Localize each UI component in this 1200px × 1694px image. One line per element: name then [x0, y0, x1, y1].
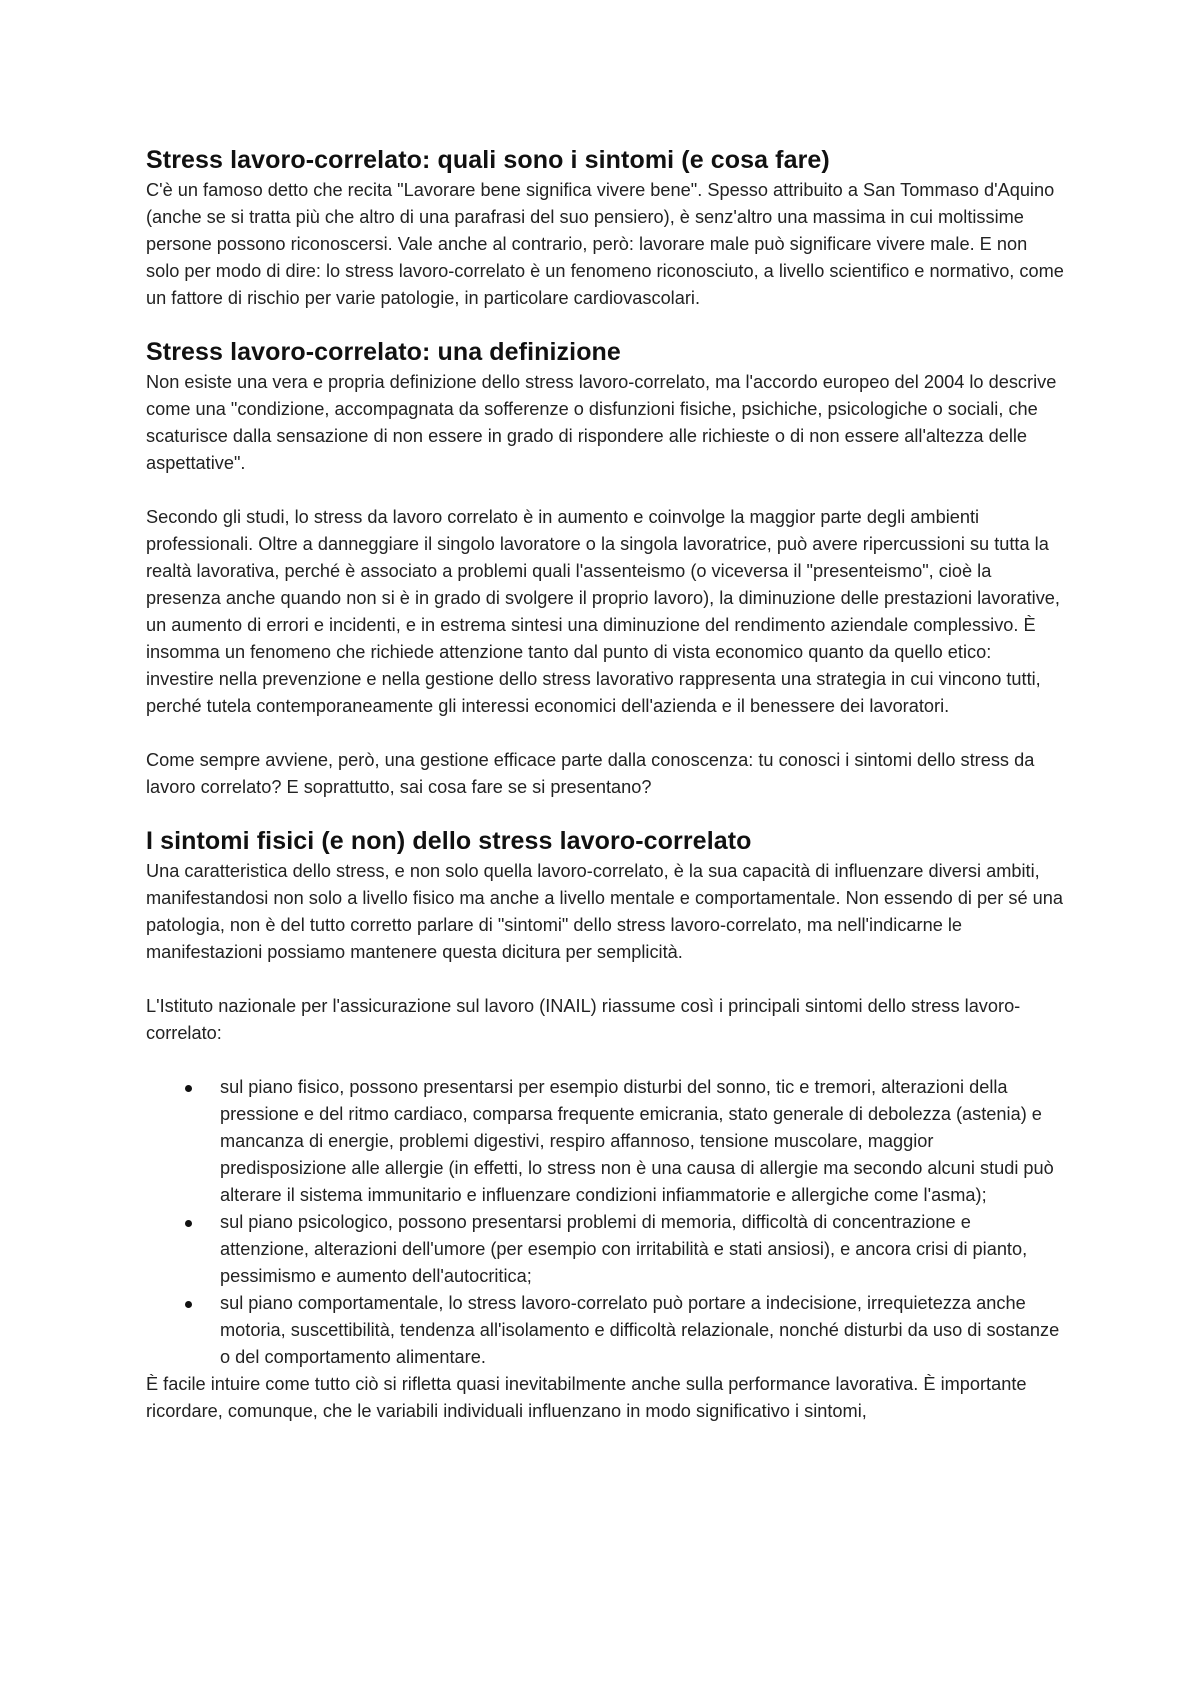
bullet-icon	[185, 1220, 192, 1227]
bullet-icon	[185, 1085, 192, 1092]
paragraph: L'Istituto nazionale per l'assicurazione sul lavoro (INAIL) riassume così i principali sintomi dello stress lavoro-correlato:	[146, 996, 1021, 1043]
list-item	[146, 1074, 1064, 1209]
paragraph: Non esiste una vera e propria definizione dello stress lavoro-correlato, ma l'accordo europeo del 2004 lo descrive come una "condizione, accompagnata da sofferenze o disfunzioni fisiche, psichiche, psicologiche o sociali, che scaturisce dalla sensazione di non essere in grado di rispondere alle richieste o di non essere all'altezza delle aspettative".	[146, 372, 1057, 473]
section-heading: I sintomi fisici (e non) dello stress lavoro-correlato	[146, 827, 752, 855]
symptom-list	[146, 1074, 1064, 1371]
list-item-text: sul piano comportamentale, lo stress lavoro-correlato può portare a indecisione, irrequietezza anche motoria, suscettibilità, tendenza all'isolamento e difficoltà relazionale, nonché disturbi da uso di sostanze o del comportamento alimentare.	[220, 1293, 1060, 1367]
paragraph: Secondo gli studi, lo stress da lavoro correlato è in aumento e coinvolge la maggior parte degli ambienti professionali. Oltre a danneggiare il singolo lavoratore o la singola lavoratrice, può avere ripercussioni su tutta la realtà lavorativa, perché è associato a problemi quali l'assenteismo (o viceversa il "presenteismo", cioè la presenza anche quando non si è in grado di svolgere il proprio lavoro), la diminuzione delle prestazioni lavorative, un aumento di errori e incidenti, e in estrema sintesi una diminuzione del rendimento aziendale complessivo. È insomma un fenomeno che richiede attenzione tanto dal punto di vista economico quanto da quello etico: investire nella prevenzione e nella gestione dello stress lavorativo rappresenta una strategia in cui vincono tutti, perché tutela contemporaneamente gli interessi economici dell'azienda e il benessere dei lavoratori.	[146, 507, 1060, 716]
bullet-icon	[185, 1301, 192, 1308]
list-item	[146, 1209, 1064, 1290]
list-item-text: sul piano psicologico, possono presentarsi problemi di memoria, difficoltà di concentrazione e attenzione, alterazioni dell'umore (per esempio con irritabilità e stati ansiosi), e ancora crisi di pianto, pessimismo e aumento dell'autocritica;	[220, 1212, 1028, 1286]
list-item-text: sul piano fisico, possono presentarsi per esempio disturbi del sonno, tic e tremori, alterazioni della pressione e del ritmo cardiaco, comparsa frequente emicrania, stato generale di debolezza (astenia) e mancanza di energie, problemi digestivi, respiro affannoso, tensione muscolare, maggior predisposizione alle allergie (in effetti, lo stress non è una causa di allergie ma secondo alcuni studi può alterare il sistema immunitario e influenzare condizioni infiammatorie e allergiche come l'asma);	[220, 1077, 1054, 1205]
paragraph: È facile intuire come tutto ciò si rifletta quasi inevitabilmente anche sulla performance lavorativa. È importante ricordare, comunque, che le variabili individuali influenzano in modo significativo i sintomi,	[146, 1374, 1027, 1421]
section-heading: Stress lavoro-correlato: una definizione	[146, 338, 621, 366]
section-heading: Stress lavoro-correlato: quali sono i sintomi (e cosa fare)	[146, 146, 830, 174]
paragraph: Come sempre avviene, però, una gestione efficace parte dalla conoscenza: tu conosci i sintomi dello stress da lavoro correlato? E soprattutto, sai cosa fare se si presentano?	[146, 750, 1035, 797]
paragraph: C'è un famoso detto che recita "Lavorare bene significa vivere bene". Spesso attribuito a San Tommaso d'Aquino (anche se si tratta più che altro di una parafrasi del suo pensiero), è senz'altro una massima in cui moltissime persone possono riconoscersi. Vale anche al contrario, però: lavorare male può significare vivere male. E non solo per modo di dire: lo stress lavoro-correlato è un fenomeno riconosciuto, a livello scientifico e normativo, come un fattore di rischio per varie patologie, in particolare cardiovascolari.	[146, 180, 1064, 308]
document-page	[146, 143, 1064, 1425]
list-item	[146, 1290, 1064, 1371]
paragraph: Una caratteristica dello stress, e non solo quella lavoro-correlato, è la sua capacità di influenzare diversi ambiti, manifestandosi non solo a livello fisico ma anche a livello mentale e comportamentale. Non essendo di per sé una patologia, non è del tutto corretto parlare di "sintomi" dello stress lavoro-correlato, ma nell'indicarne le manifestazioni possiamo mantenere questa dicitura per semplicità.	[146, 861, 1063, 962]
